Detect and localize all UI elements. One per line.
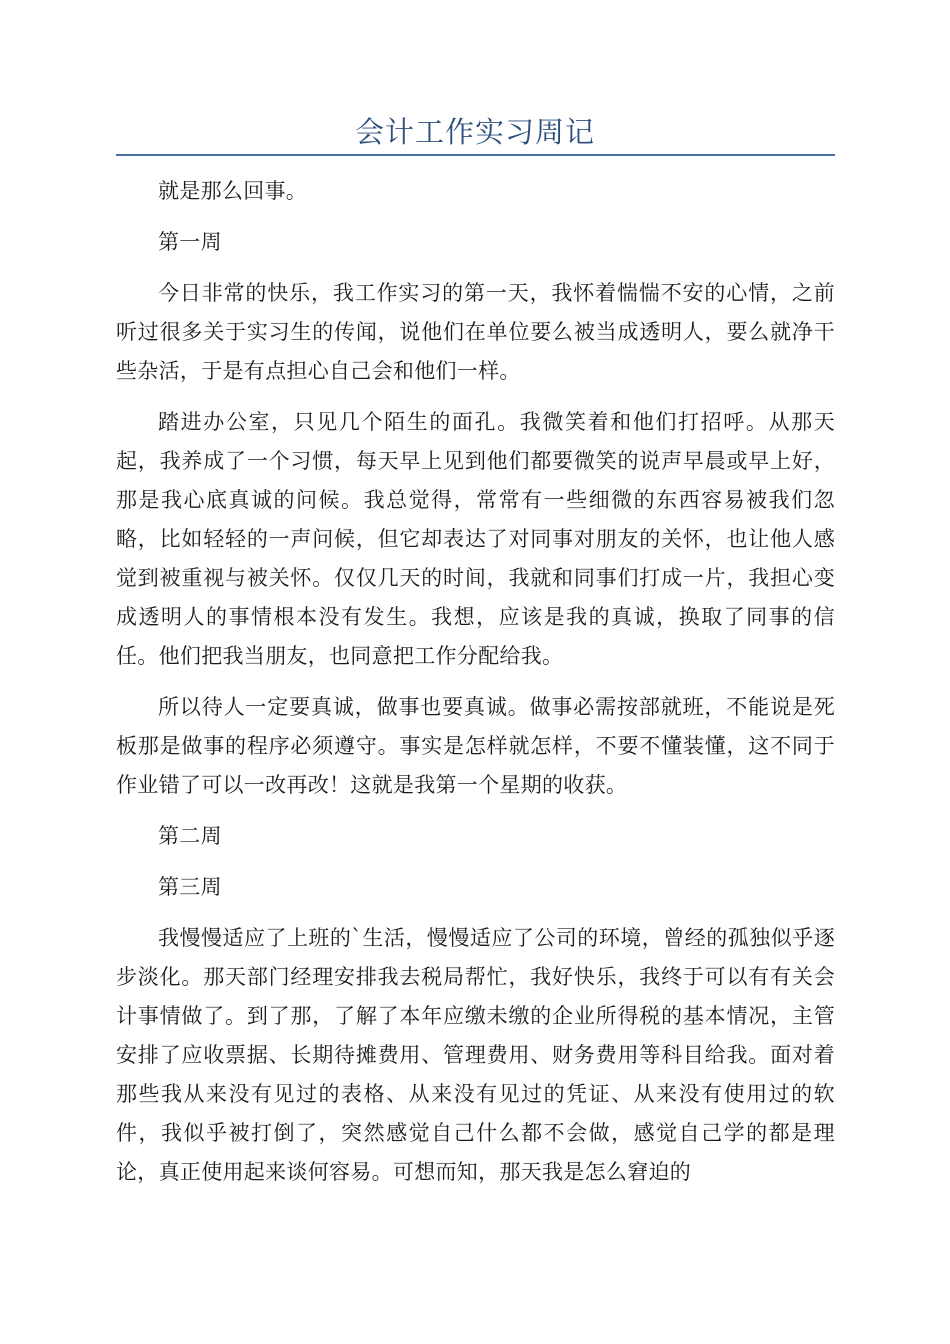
paragraph-office: 踏进办公室，只见几个陌生的面孔。我微笑着和他们打招呼。从那天起，我养成了一个习惯，每天早上见到他们都要微笑的说声早晨或早上好，那是我心底真诚的问候。我总觉得，常常有一些细微的东西容易被我们忽略，比如轻轻的一声问候，但它却表达了对同事对朋友的关怀，也让他人感觉到被重视与被关怀。仅仅几天的时间，我就和同事们打成一片，我担心变成透明人的事情根本没有发生。我想，应该是我的真诚，换取了同事的信任。他们把我当朋友，也同意把工作分配给我。 bbox=[116, 410, 835, 668]
heading-week-3: 第三周 bbox=[158, 875, 222, 899]
document-body bbox=[116, 172, 835, 1204]
heading-week-1: 第一周 bbox=[158, 230, 222, 254]
heading-week-2: 第二周 bbox=[158, 824, 222, 848]
paragraph-intro: 就是那么回事。 bbox=[158, 179, 308, 203]
paragraph-sincerity: 所以待人一定要真诚，做事也要真诚。做事必需按部就班，不能说是死板那是做事的程序必须遵守。事实是怎样就怎样，不要不懂装懂，这不同于作业错了可以一改再改！这就是我第一个星期的收获。 bbox=[116, 695, 835, 797]
title-underline bbox=[116, 154, 835, 156]
paragraph-tax-bureau: 我慢慢适应了上班的`生活，慢慢适应了公司的环境，曾经的孤独似乎逐步淡化。那天部门经理安排我去税局帮忙，我好快乐，我终于可以有有关会计事情做了。到了那，了解了本年应缴未缴的企业所得税的基本情况，主管安排了应收票据、长期待摊费用、管理费用、财务费用等科目给我。面对着那些我从来没有见过的表格、从来没有见过的凭证、从来没有使用过的软件，我似乎被打倒了，突然感觉自己什么都不会做，感觉自己学的都是理论，真正使用起来谈何容易。可想而知，那天我是怎么窘迫的 bbox=[116, 926, 835, 1184]
document-title: 会计工作实习周记 bbox=[354, 115, 595, 149]
paragraph-first-day: 今日非常的快乐，我工作实习的第一天，我怀着惴惴不安的心情，之前听过很多关于实习生的传闻，说他们在单位要么被当成透明人，要么就净干些杂活，于是有点担心自己会和他们一样。 bbox=[116, 281, 835, 383]
